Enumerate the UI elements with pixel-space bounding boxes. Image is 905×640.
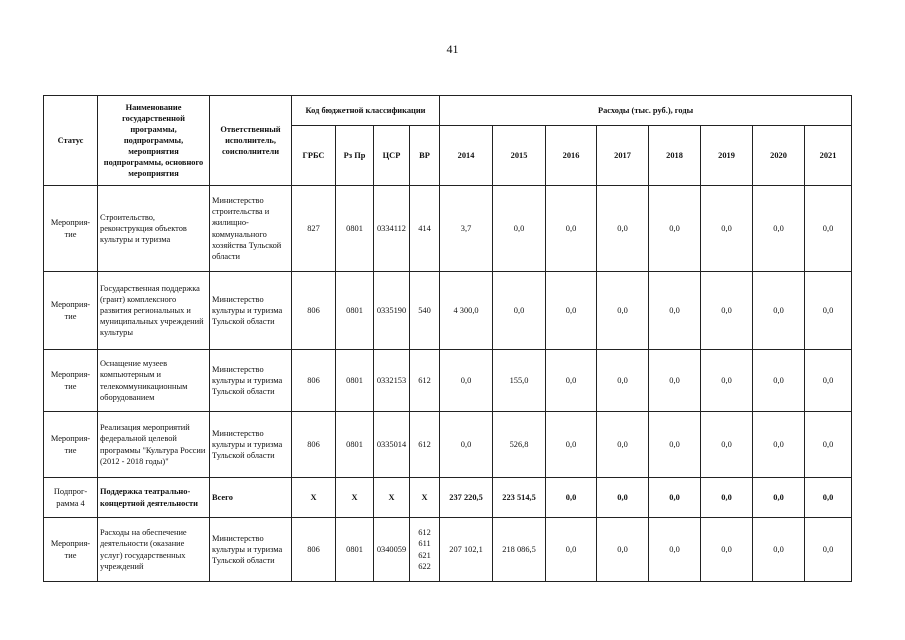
budget-table	[43, 95, 852, 582]
value-cell: 0,0	[753, 478, 805, 518]
value-cell: 0,0	[701, 478, 753, 518]
grbs-cell: 806	[292, 518, 336, 582]
vr-code: 622	[418, 561, 431, 571]
rzpr-cell: 0801	[336, 350, 374, 412]
header-year: 2018	[649, 126, 701, 186]
value-cell: 0,0	[805, 350, 852, 412]
rzpr-cell: Х	[336, 478, 374, 518]
name-cell: Поддержка театрально-концертной деятельности	[98, 478, 210, 518]
executor-cell: Министерство строительства и жилищно-коммунального хозяйства Тульской области	[210, 186, 292, 272]
grbs-cell: 806	[292, 350, 336, 412]
value-cell: 0,0	[597, 186, 649, 272]
csr-cell: 0332153	[374, 350, 410, 412]
vr-cell: Х	[410, 478, 440, 518]
page-number: 41	[446, 42, 459, 56]
value-cell: 0,0	[597, 518, 649, 582]
value-cell: 0,0	[649, 518, 701, 582]
value-cell: 0,0	[753, 412, 805, 478]
executor-cell: Министерство культуры и туризма Тульской области	[210, 518, 292, 582]
header-budget-code: Код бюджетной классификации	[292, 96, 440, 126]
table-row	[44, 272, 852, 350]
rzpr-cell: 0801	[336, 412, 374, 478]
value-cell: 0,0	[493, 272, 546, 350]
grbs-cell: Х	[292, 478, 336, 518]
value-cell: 223 514,5	[493, 478, 546, 518]
status-cell: Мероприя-тие	[44, 518, 98, 582]
value-cell: 0,0	[701, 186, 753, 272]
value-cell: 0,0	[440, 412, 493, 478]
value-cell: 0,0	[753, 186, 805, 272]
value-cell: 0,0	[649, 478, 701, 518]
value-cell: 0,0	[597, 412, 649, 478]
value-cell: 0,0	[649, 186, 701, 272]
csr-cell: 0335190	[374, 272, 410, 350]
value-cell: 0,0	[546, 350, 597, 412]
executor-cell: Всего	[210, 478, 292, 518]
csr-cell: 0334112	[374, 186, 410, 272]
table-row	[44, 518, 852, 582]
csr-cell: Х	[374, 478, 410, 518]
header-rzpr: Рз Пр	[336, 126, 374, 186]
value-cell: 0,0	[440, 350, 493, 412]
header-name: Наименование государственной программы, подпрограммы, мероприятия подпрограммы, основного мероприятия	[98, 96, 210, 186]
csr-cell: 0340059	[374, 518, 410, 582]
name-cell: Расходы на обеспечение деятельности (оказание услуг) государственных учреждений	[98, 518, 210, 582]
header-status: Статус	[44, 96, 98, 186]
value-cell: 0,0	[546, 272, 597, 350]
header-year: 2019	[701, 126, 753, 186]
table-row	[44, 350, 852, 412]
value-cell: 0,0	[753, 272, 805, 350]
rzpr-cell: 0801	[336, 272, 374, 350]
status-cell: Мероприя-тие	[44, 272, 98, 350]
value-cell: 0,0	[546, 186, 597, 272]
status-cell: Мероприя-тие	[44, 350, 98, 412]
executor-cell: Министерство культуры и туризма Тульской области	[210, 412, 292, 478]
rzpr-cell: 0801	[336, 186, 374, 272]
value-cell: 0,0	[546, 412, 597, 478]
name-cell: Государственная поддержка (грант) комплексного развития региональных и муниципальных учреждений культуры	[98, 272, 210, 350]
grbs-cell: 806	[292, 412, 336, 478]
header-executor: Ответственный исполнитель, соисполнители	[210, 96, 292, 186]
value-cell: 0,0	[753, 518, 805, 582]
status-cell: Мероприя-тие	[44, 186, 98, 272]
value-cell: 526,8	[493, 412, 546, 478]
vr-cell: 414	[410, 186, 440, 272]
vr-cell: 612	[410, 412, 440, 478]
value-cell: 0,0	[805, 518, 852, 582]
value-cell: 0,0	[546, 518, 597, 582]
value-cell: 0,0	[805, 478, 852, 518]
rzpr-cell: 0801	[336, 518, 374, 582]
header-row-1	[44, 96, 852, 126]
value-cell: 207 102,1	[440, 518, 493, 582]
status-cell: Подпрог-рамма 4	[44, 478, 98, 518]
header-vr: ВР	[410, 126, 440, 186]
value-cell: 0,0	[805, 272, 852, 350]
value-cell: 0,0	[701, 412, 753, 478]
value-cell: 0,0	[649, 412, 701, 478]
grbs-cell: 806	[292, 272, 336, 350]
header-year: 2021	[805, 126, 852, 186]
value-cell: 0,0	[805, 186, 852, 272]
value-cell: 237 220,5	[440, 478, 493, 518]
vr-code: 621	[418, 550, 431, 560]
value-cell: 4 300,0	[440, 272, 493, 350]
header-year: 2016	[546, 126, 597, 186]
name-cell: Реализация мероприятий федеральной целевой программы "Культура России (2012 - 2018 годы)"	[98, 412, 210, 478]
header-year: 2015	[493, 126, 546, 186]
header-year: 2020	[753, 126, 805, 186]
name-cell: Оснащение музеев компьютерным и телекоммуникационным оборудованием	[98, 350, 210, 412]
value-cell: 155,0	[493, 350, 546, 412]
vr-code: 611	[418, 539, 431, 549]
header-expenses: Расходы (тыс. руб.), годы	[440, 96, 852, 126]
vr-code: 612	[418, 528, 431, 538]
vr-cell: 612	[410, 350, 440, 412]
name-cell: Строительство, реконструкция объектов культуры и туризма	[98, 186, 210, 272]
value-cell: 0,0	[649, 272, 701, 350]
value-cell: 0,0	[649, 350, 701, 412]
value-cell: 0,0	[493, 186, 546, 272]
table-row-subprogram	[44, 478, 852, 518]
value-cell: 218 086,5	[493, 518, 546, 582]
vr-cell	[410, 518, 440, 582]
value-cell: 0,0	[805, 412, 852, 478]
table-row	[44, 186, 852, 272]
header-grbs: ГРБС	[292, 126, 336, 186]
value-cell: 0,0	[701, 518, 753, 582]
vr-cell: 540	[410, 272, 440, 350]
executor-cell: Министерство культуры и туризма Тульской области	[210, 350, 292, 412]
value-cell: 0,0	[701, 350, 753, 412]
csr-cell: 0335014	[374, 412, 410, 478]
value-cell: 0,0	[546, 478, 597, 518]
value-cell: 0,0	[597, 350, 649, 412]
header-year: 2017	[597, 126, 649, 186]
value-cell: 0,0	[701, 272, 753, 350]
header-csr: ЦСР	[374, 126, 410, 186]
grbs-cell: 827	[292, 186, 336, 272]
value-cell: 0,0	[597, 478, 649, 518]
value-cell: 0,0	[597, 272, 649, 350]
executor-cell: Министерство культуры и туризма Тульской области	[210, 272, 292, 350]
value-cell: 3,7	[440, 186, 493, 272]
status-cell: Мероприя-тие	[44, 412, 98, 478]
table-row	[44, 412, 852, 478]
header-year: 2014	[440, 126, 493, 186]
value-cell: 0,0	[753, 350, 805, 412]
